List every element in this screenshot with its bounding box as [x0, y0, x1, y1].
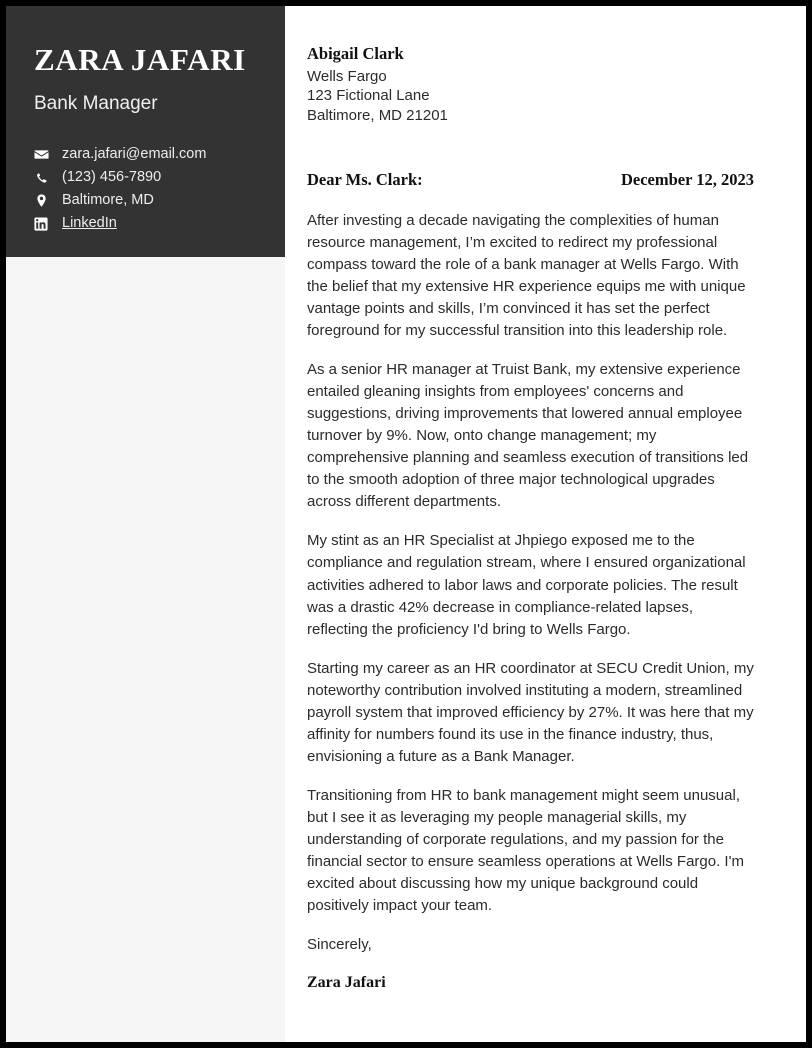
letter-body: [285, 6, 806, 1042]
recipient-address-block: [307, 44, 754, 126]
contact-item-linkedin[interactable]: [34, 214, 263, 233]
body-paragraph-4: Starting my career as an HR coordinator at SECU Credit Union, my noteworthy contribution involved instituting a modern, streamlined payroll system that improved efficiency by 27%. It was here that my affinity for numbers found its use in the finance industry, thus, envisioning a future as a Bank Manager.: [307, 659, 754, 765]
recipient-street: 123 Fictional Lane: [307, 87, 430, 105]
contact-item-phone[interactable]: [34, 168, 263, 187]
sidebar-header-block: [6, 6, 285, 257]
body-paragraph-5: Transitioning from HR to bank management might seem unusual, but I see it as leveraging my people managerial skills, my understanding of corporate regulations, and my passion for the financial sector to ensure seamless operations at Wells Fargo. I'm excited about discussing how my unique background could positively impact your team.: [307, 786, 744, 915]
letter-date: December 12, 2023: [620, 170, 754, 190]
contact-location-text: Baltimore, MD: [62, 192, 154, 209]
salutation-row: [307, 170, 754, 190]
body-paragraph-3: My stint as an HR Specialist at Jhpiego exposed me to the compliance and regulation stream, where I ensured organizational activities adhered to labor laws and corporate policies. The result was a drastic 42% decrease in compliance-related lapses, reflecting the proficiency I'd bring to Wells Fargo.: [307, 532, 746, 638]
candidate-name: ZARA JAFARI: [34, 42, 246, 77]
contact-email-text: zara.jafari@email.com: [62, 146, 207, 163]
body-paragraph-1: After investing a decade navigating the complexities of human resource management, I’m excited to redirect my professional compass toward the role of a bank manager at Wells Fargo. With the belief that my extensive HR experience equips me with unique vantage points and skills, I’m convinced it has set the perfect foreground for my successful transition into this leadership role.: [307, 211, 746, 340]
recipient-name: Abigail Clark: [307, 44, 404, 63]
contact-phone-text: (123) 456-7890: [62, 169, 162, 186]
contact-linkedin-text[interactable]: LinkedIn: [62, 215, 117, 232]
closing-line: Sincerely,: [307, 936, 372, 954]
envelope-icon: [34, 147, 62, 162]
contact-list: [34, 145, 263, 233]
location-pin-icon: [34, 193, 62, 208]
contact-item-location[interactable]: [34, 191, 263, 210]
letter-sheet: [6, 6, 806, 1042]
candidate-job-title: Bank Manager: [34, 92, 158, 114]
salutation: Dear Ms. Clark:: [307, 170, 423, 190]
linkedin-icon: [34, 217, 62, 231]
recipient-city-state-zip: Baltimore, MD 21201: [307, 107, 448, 125]
recipient-company: Wells Fargo: [307, 67, 387, 85]
phone-icon: [34, 170, 62, 185]
contact-item-email[interactable]: [34, 145, 263, 164]
sidebar: [6, 6, 285, 1042]
body-paragraph-2: As a senior HR manager at Truist Bank, my extensive experience entailed gleaning insights from employees' concerns and suggestions, driving improvements that lowered annual employee turnover by 9%. Now, onto change management; my comprehensive planning and seamless execution of transitions led to the smooth adoption of three major technological upgrades across different departments.: [307, 361, 749, 511]
signature-name: Zara Jafari: [307, 974, 386, 992]
